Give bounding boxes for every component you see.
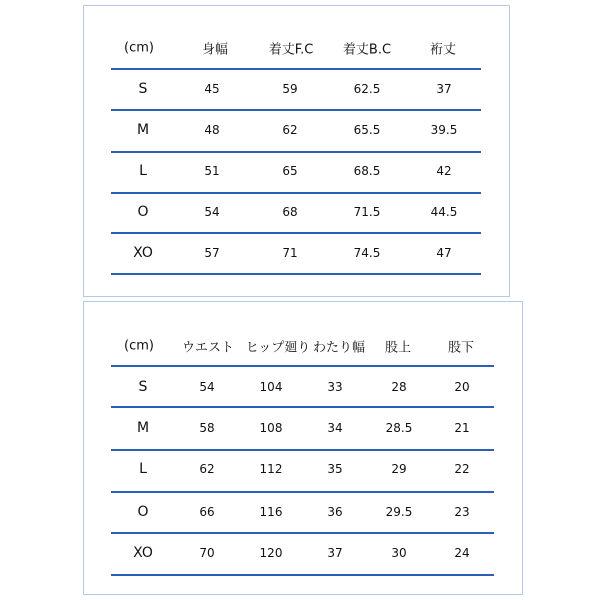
header-divider xyxy=(111,68,481,70)
cell: 29.5 xyxy=(385,505,413,519)
row-divider xyxy=(111,151,481,153)
row-divider xyxy=(111,532,494,534)
cell: 62.5 xyxy=(353,82,381,96)
cell: 51 xyxy=(204,164,220,178)
cell: 66 xyxy=(199,505,215,519)
cell: 33 xyxy=(327,380,343,394)
row-label-l: L xyxy=(139,461,147,477)
row-label-l: L xyxy=(139,163,147,179)
row-label-xo: XO xyxy=(133,545,153,561)
cell: 108 xyxy=(259,421,283,435)
cell: 48 xyxy=(204,123,220,137)
row-divider xyxy=(111,192,481,194)
cell: 28.5 xyxy=(385,421,413,435)
row-divider xyxy=(111,273,481,275)
row-label-s: S xyxy=(138,379,148,395)
header-thigh-width: わたり幅 xyxy=(312,340,366,356)
header-waist: ウエスト xyxy=(181,340,235,356)
row-divider xyxy=(111,574,494,576)
header-kitake-fc: 着丈F.C xyxy=(268,42,314,58)
cell: 20 xyxy=(454,380,470,394)
cell: 70 xyxy=(199,546,215,560)
row-label-o: O xyxy=(137,204,149,220)
row-divider xyxy=(111,491,494,493)
cell: 47 xyxy=(436,246,452,260)
row-label-o: O xyxy=(137,504,149,520)
cell: 23 xyxy=(454,505,470,519)
cell: 104 xyxy=(259,380,283,394)
row-divider xyxy=(111,232,481,234)
cell: 42 xyxy=(436,164,452,178)
header-divider xyxy=(111,365,494,367)
cell: 22 xyxy=(454,462,470,476)
cell: 54 xyxy=(199,380,215,394)
header-mihaba: 身幅 xyxy=(201,42,229,58)
cell: 45 xyxy=(204,82,220,96)
cell: 21 xyxy=(454,421,470,435)
cell: 116 xyxy=(259,505,283,519)
cell: 54 xyxy=(204,205,220,219)
cell: 120 xyxy=(259,546,283,560)
cell: 29 xyxy=(391,462,407,476)
cell: 68.5 xyxy=(353,164,381,178)
cell: 59 xyxy=(282,82,298,96)
cell: 62 xyxy=(199,462,215,476)
cell: 39.5 xyxy=(430,123,458,137)
row-label-xo: XO xyxy=(133,245,153,261)
cell: 112 xyxy=(259,462,283,476)
header-rise: 股上 xyxy=(384,340,412,356)
cell: 62 xyxy=(282,123,298,137)
cell: 58 xyxy=(199,421,215,435)
row-label-m: M xyxy=(136,122,150,138)
bottom-size-table xyxy=(83,301,523,595)
top-size-table xyxy=(83,5,510,297)
row-divider xyxy=(111,109,481,111)
header-hip: ヒップ廻り xyxy=(245,340,311,356)
header-unit: (cm) xyxy=(124,338,154,354)
row-divider xyxy=(111,449,494,451)
header-kitake-bc: 着丈B.C xyxy=(342,42,392,58)
cell: 71.5 xyxy=(353,205,381,219)
cell: 30 xyxy=(391,546,407,560)
header-yukitake: 裄丈 xyxy=(429,42,457,58)
cell: 28 xyxy=(391,380,407,394)
row-label-s: S xyxy=(138,81,148,97)
cell: 74.5 xyxy=(353,246,381,260)
cell: 71 xyxy=(282,246,298,260)
cell: 44.5 xyxy=(430,205,458,219)
header-unit: (cm) xyxy=(124,40,154,56)
cell: 36 xyxy=(327,505,343,519)
cell: 68 xyxy=(282,205,298,219)
cell: 34 xyxy=(327,421,343,435)
cell: 65.5 xyxy=(353,123,381,137)
cell: 24 xyxy=(454,546,470,560)
cell: 37 xyxy=(436,82,452,96)
cell: 35 xyxy=(327,462,343,476)
header-inseam: 股下 xyxy=(447,340,475,356)
cell: 57 xyxy=(204,246,220,260)
cell: 65 xyxy=(282,164,298,178)
row-divider xyxy=(111,406,494,408)
row-label-m: M xyxy=(136,420,150,436)
cell: 37 xyxy=(327,546,343,560)
